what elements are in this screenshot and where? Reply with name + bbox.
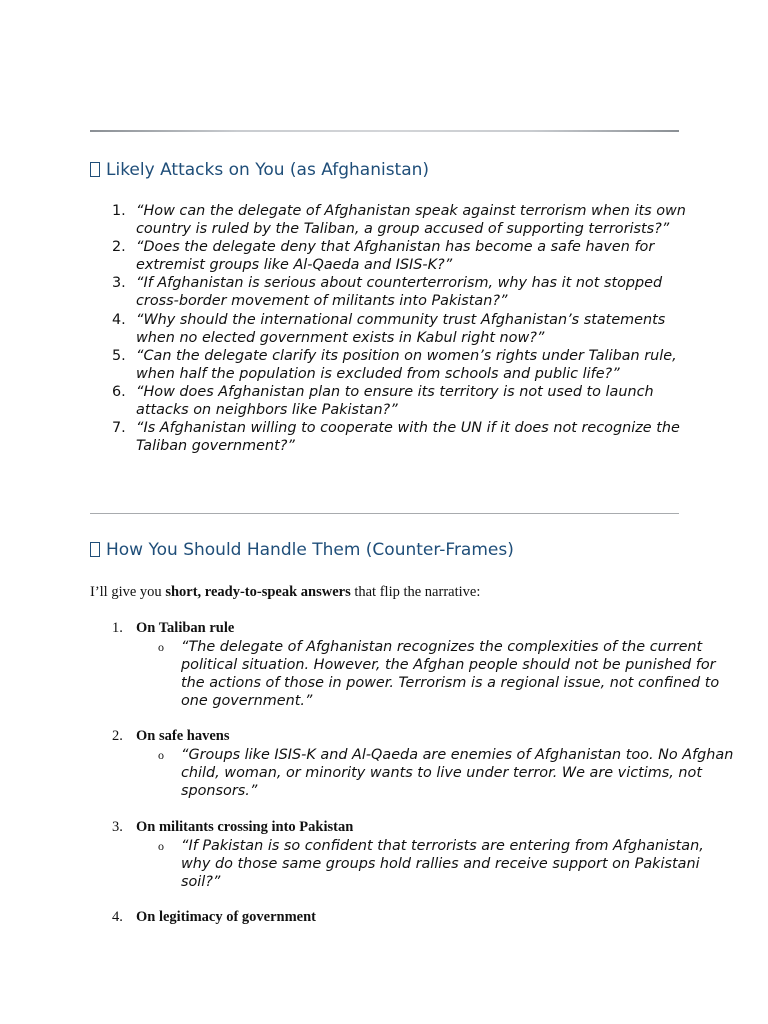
- circle-bullet-icon: o: [158, 748, 164, 762]
- frame-title: On legitimacy of government: [136, 909, 317, 925]
- intro-paragraph: [90, 584, 480, 601]
- list-number: 3.: [112, 275, 126, 292]
- section-divider: [90, 513, 679, 514]
- list-number: 5.: [112, 347, 126, 364]
- top-horizontal-rule: [90, 130, 679, 132]
- attack-question: “Can the delegate clarify its position on women’s rights under Taliban rule, when half the population is excluded from schools and public life?”: [136, 347, 677, 382]
- counter-frame-item: [90, 728, 736, 800]
- list-number: 4.: [112, 311, 126, 328]
- intro-bold: short, ready-to-speak answers: [165, 584, 351, 600]
- list-number: 7.: [112, 420, 126, 437]
- list-item: [90, 238, 686, 274]
- attacks-heading-text: Likely Attacks on You (as Afghanistan): [106, 160, 430, 180]
- counter-frame-item: [90, 819, 736, 891]
- circle-bullet-icon: o: [158, 839, 164, 853]
- frame-title: On militants crossing into Pakistan: [136, 819, 354, 835]
- attack-question: “How does Afghanistan plan to ensure its territory is not used to launch attacks on neighbors like Pakistan?”: [136, 383, 654, 419]
- list-item: [90, 419, 686, 455]
- attack-question: “Does the delegate deny that Afghanistan has become a safe haven for extremist groups like Al-Qaeda and ISIS-K?”: [136, 239, 655, 274]
- intro-suffix: that flip the narrative:: [350, 584, 481, 600]
- list-item: [90, 311, 686, 347]
- attack-question: “If Afghanistan is serious about counterterrorism, why has it not stopped cross-border movement of militants into Pakistan?”: [136, 275, 663, 310]
- list-item: [90, 202, 686, 238]
- list-number: 1.: [112, 203, 126, 219]
- handle-heading-text: How You Should Handle Them (Counter-Frames): [106, 540, 514, 560]
- intro-prefix: I’ll give you: [90, 584, 166, 600]
- list-number: 1.: [112, 620, 123, 636]
- missing-glyph-icon: [90, 162, 100, 177]
- frame-answer: [136, 837, 736, 891]
- attacks-heading: [90, 160, 429, 180]
- counter-frame-item: [90, 909, 736, 927]
- list-number: 2.: [112, 239, 126, 256]
- frame-title: On safe havens: [136, 728, 230, 744]
- frame-answer-text: “Groups like ISIS-K and Al-Qaeda are enemies of Afghanistan too. No Afghan child, woman, or minority wants to live under terror. We are victims, not sponsors.”: [181, 747, 734, 800]
- list-number: 4.: [112, 909, 123, 925]
- attack-question: “Is Afghanistan willing to cooperate with the UN if it does not recognize the Taliban government?”: [136, 420, 680, 455]
- frame-answer: [136, 746, 736, 800]
- frame-answer: [136, 638, 736, 710]
- list-item: [90, 347, 686, 383]
- frame-title: On Taliban rule: [136, 620, 235, 636]
- attack-question: “How can the delegate of Afghanistan speak against terrorism when its own country is ruled by the Taliban, a group accused of supporting terrorists?”: [136, 203, 686, 238]
- list-item: [90, 274, 686, 310]
- attack-question: “Why should the international community trust Afghanistan’s statements when no elected government exists in Kabul right now?”: [136, 311, 666, 346]
- frame-answer-text: “The delegate of Afghanistan recognizes the complexities of the current political situation. However, the Afghan people should not be punished for the actions of those in power. Terrorism is a regional issue, not confined to one government.”: [181, 639, 720, 710]
- counter-frame-item: [90, 620, 736, 710]
- list-number: 3.: [112, 819, 123, 835]
- handle-heading: [90, 540, 514, 560]
- list-number: 6.: [112, 383, 126, 400]
- list-item: [90, 383, 686, 419]
- missing-glyph-icon: [90, 542, 100, 557]
- attacks-list: [90, 202, 686, 455]
- list-number: 2.: [112, 728, 123, 744]
- circle-bullet-icon: o: [158, 640, 164, 654]
- frame-answer-text: “If Pakistan is so confident that terrorists are entering from Afghanistan, why do those same groups hold rallies and receive support on Pakistani soil?”: [181, 838, 704, 891]
